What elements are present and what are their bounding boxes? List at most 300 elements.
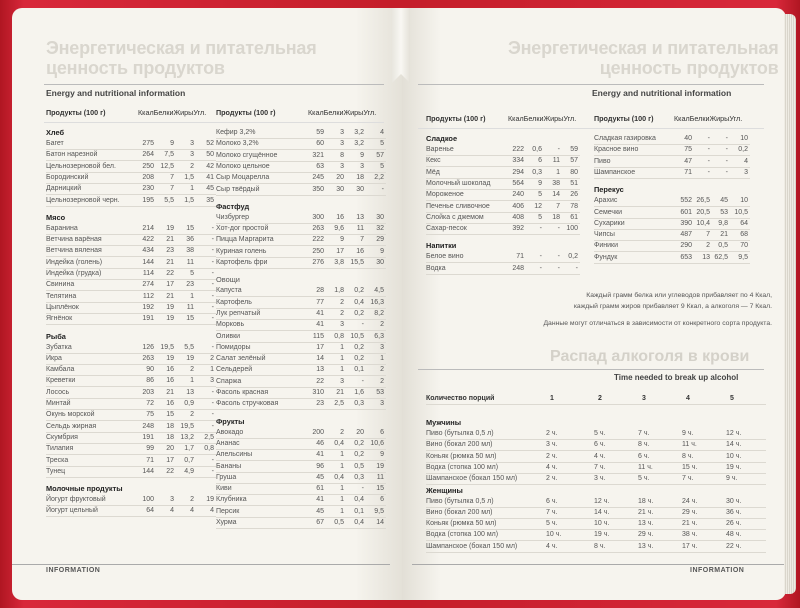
table-row — [216, 439, 386, 450]
table-row — [46, 246, 216, 257]
table-row — [426, 542, 766, 553]
nutrient-value: 2 — [380, 366, 384, 374]
nutrient-value: 2,2 — [374, 174, 384, 182]
table-row — [216, 298, 386, 309]
hours-value: 12 ч. — [594, 497, 610, 505]
table-row — [216, 354, 386, 365]
product-name: Икра — [46, 354, 62, 362]
nutrient-value: 100 — [566, 225, 578, 233]
hours-value: 2 ч. — [546, 452, 558, 460]
product-name: Сахар-песок — [426, 225, 467, 233]
category-heading: Хлеб — [46, 128, 65, 137]
hours-value: 9 ч. — [726, 475, 738, 483]
nutrient-value: 9,5 — [374, 507, 384, 515]
nutrient-value: 250 — [142, 162, 154, 170]
nutrient-value: 1 — [190, 185, 194, 193]
table-row — [594, 253, 750, 264]
nutrient-value: 17 — [316, 343, 324, 351]
nutrient-value: 71 — [146, 456, 154, 464]
table-row — [46, 173, 216, 184]
nutrient-value: 275 — [142, 140, 154, 147]
product-name: Печенье сливочное — [426, 202, 490, 210]
nutrient-value: 77 — [316, 298, 324, 306]
nutrient-value: 16 — [356, 247, 364, 255]
nutrient-value: 3,2 — [354, 129, 364, 136]
table-row — [426, 264, 580, 275]
product-name: Сельдерей — [216, 366, 253, 374]
product-name: Картофель — [216, 298, 252, 306]
hours-value: 8 ч. — [638, 441, 650, 449]
nutrient-value: 15 — [186, 315, 194, 323]
product-name: Лосось — [46, 388, 70, 396]
nutrient-value: 7 — [706, 231, 710, 239]
table-row — [426, 213, 580, 224]
nutrient-value: 17 — [166, 281, 174, 289]
nutrient-value: 1 — [340, 451, 344, 459]
page-title — [508, 38, 779, 78]
product-name: Сельдь жирная — [46, 422, 97, 430]
nutrient-value: 114 — [142, 270, 154, 277]
table-row — [46, 410, 216, 421]
nutrient-value: 16,3 — [370, 298, 384, 306]
right-page — [402, 8, 786, 600]
hours-value: 21 ч. — [682, 520, 698, 528]
nutrient-value: 5 — [380, 140, 384, 148]
table-row — [46, 139, 216, 150]
product-name: Камбала — [46, 366, 75, 374]
hours-value: 12 ч. — [726, 430, 742, 437]
nutrient-value: 38 — [552, 179, 560, 187]
nutrient-value: 41 — [316, 321, 324, 329]
nutrient-value: 3 — [210, 377, 214, 385]
table-row — [426, 474, 766, 485]
table-row — [216, 343, 386, 354]
nutrient-value: 3 — [340, 162, 344, 170]
nutrient-value: 19 — [166, 354, 174, 362]
nutrient-value: 2 — [190, 366, 194, 374]
drink-name: Водка (стопка 100 мл) — [426, 531, 499, 539]
table-row — [46, 456, 216, 467]
table-row — [216, 139, 386, 150]
product-name: Дарницкий — [46, 185, 82, 193]
nutrient-value: 0,4 — [354, 298, 364, 306]
table-row — [216, 484, 386, 495]
hours-value: 9 ч. — [682, 430, 694, 437]
table-row — [426, 202, 580, 213]
nutrient-value: 2 — [340, 298, 344, 306]
nutrient-value: 2 — [190, 496, 194, 504]
product-name: Минтай — [46, 400, 71, 407]
note-text: Каждый грамм белка или углеводов прибавляет по 4 Ккал, — [586, 292, 772, 299]
nutrient-value: 653 — [680, 253, 692, 261]
table-row — [216, 286, 386, 297]
product-name: Батон нарезной — [46, 151, 98, 159]
nutrient-value: 18 — [356, 174, 364, 182]
product-name: Фундук — [594, 253, 618, 261]
product-name: Слойка с джемом — [426, 213, 484, 221]
nutrient-value: 263 — [142, 354, 154, 362]
nutrient-value: 350 — [312, 185, 324, 193]
nutrient-value: 564 — [512, 179, 524, 187]
nutrient-value: 26,5 — [696, 197, 710, 205]
nutrient-value: 63 — [316, 162, 324, 170]
nutrient-value: 0,3 — [354, 473, 364, 481]
table-row — [216, 473, 386, 484]
table-row — [46, 150, 216, 161]
nutrient-value: 21 — [166, 258, 174, 266]
nutrient-value: 0,3 — [354, 400, 364, 408]
divider — [418, 84, 764, 85]
table-row — [216, 428, 386, 439]
product-name: Водка — [426, 264, 446, 272]
column-header: Продукты (100 г) — [426, 114, 486, 123]
nutrient-value: 3 — [380, 343, 384, 351]
product-name: Скумбрия — [46, 433, 78, 441]
nutrient-value: 19 — [206, 496, 214, 504]
nutrient-value: 59 — [316, 129, 324, 136]
nutrient-value: 71 — [516, 253, 524, 261]
column-header: КкалБелкиЖирыУгл. — [308, 108, 377, 117]
column-header: 4 — [686, 395, 690, 402]
nutrient-value: 5,5 — [164, 196, 174, 204]
nutrient-value: - — [539, 264, 542, 272]
hours-value: 22 ч. — [726, 542, 742, 550]
hours-value: 13 ч. — [638, 520, 654, 528]
drink-name: Шампанское (бокал 150 мл) — [426, 542, 518, 550]
nutrient-value: 1,5 — [184, 173, 194, 181]
nutrient-value: 19 — [166, 224, 174, 232]
nutrient-value: 23 — [316, 400, 324, 408]
nutrient-value: 42 — [206, 162, 214, 170]
table-row — [216, 495, 386, 506]
product-name: Красное вино — [594, 146, 639, 154]
nutrient-value: 21 — [336, 389, 344, 396]
nutrient-value: 0,4 — [354, 496, 364, 504]
nutrient-value: 10,6 — [370, 439, 384, 447]
hours-value: 26 ч. — [726, 520, 742, 528]
nutrient-value: 1 — [340, 485, 344, 493]
nutrient-value: 45 — [316, 473, 324, 481]
nutrient-value: 36 — [186, 236, 194, 244]
nutrient-value: 0,2 — [354, 451, 364, 459]
nutrient-value: 7 — [170, 173, 174, 181]
product-name: Мороженое — [426, 191, 464, 199]
nutrient-value: 1 — [340, 462, 344, 470]
hours-value: 4 ч. — [546, 463, 558, 471]
nutrient-value: 3,2 — [354, 140, 364, 148]
table-row — [216, 151, 386, 162]
nutrient-value: 18 — [552, 213, 560, 221]
nutrient-value: - — [707, 157, 710, 165]
table-row — [216, 224, 386, 235]
nutrient-value: 13 — [702, 253, 710, 261]
nutrient-value: 1,5 — [184, 196, 194, 204]
table-row — [216, 309, 386, 320]
nutrient-value: 191 — [142, 433, 154, 441]
product-name: Индейка (голень) — [46, 258, 103, 266]
hours-value: 15 ч. — [682, 463, 698, 471]
nutrient-value: 1,6 — [354, 389, 364, 396]
nutrient-value: 30 — [336, 185, 344, 193]
nutrient-value: 2 — [340, 309, 344, 317]
nutrient-value: 2 — [190, 162, 194, 170]
product-name: Цыплёнок — [46, 303, 79, 311]
table-row — [46, 314, 216, 325]
note-text: Данные могут отличаться в зависимости от конкретного сорта продукта. — [543, 320, 772, 327]
column-header: Продукты (100 г) — [46, 108, 106, 117]
product-name: Индейка (грудка) — [46, 270, 102, 277]
hours-value: 17 ч. — [682, 542, 698, 550]
hours-value: 19 ч. — [726, 463, 742, 471]
product-name: Груша — [216, 473, 237, 481]
nutrient-value: 601 — [680, 208, 692, 216]
hours-value: 8 ч. — [594, 542, 606, 550]
nutrient-value: 21 — [166, 388, 174, 396]
nutrient-value: 51 — [570, 179, 578, 187]
nutrient-value: 2,5 — [204, 433, 214, 441]
table-row — [46, 292, 216, 303]
nutrient-value: 38 — [186, 247, 194, 255]
nutrient-value: 4,9 — [184, 467, 194, 475]
nutrient-value: 15 — [166, 411, 174, 419]
nutrient-value: 13,2 — [180, 433, 194, 441]
nutrient-value: - — [211, 224, 214, 232]
hours-value: 48 ч. — [726, 531, 742, 539]
hours-value: 2 ч. — [546, 430, 558, 437]
hours-value: 10 ч. — [546, 531, 562, 539]
nutrient-value: 19 — [186, 354, 194, 362]
nutrient-value: 248 — [512, 264, 524, 272]
nutrient-value: - — [557, 264, 560, 272]
group-heading: Мужчины — [426, 418, 462, 427]
nutrient-value: 8,2 — [374, 309, 384, 317]
nutrient-value: 552 — [680, 197, 692, 205]
nutrient-value: 47 — [684, 157, 692, 165]
nutrient-value: 3 — [360, 162, 364, 170]
nutrient-value: 23 — [186, 281, 194, 289]
table-row — [46, 365, 216, 376]
nutrient-value: 19,5 — [180, 422, 194, 430]
nutrient-value: 245 — [312, 174, 324, 182]
nutrient-value: - — [211, 400, 214, 407]
nutrient-value: 0,4 — [334, 439, 344, 447]
nutrient-value: 29 — [376, 236, 384, 244]
nutrient-value: 390 — [680, 219, 692, 227]
nutrient-value: - — [211, 236, 214, 244]
nutrient-value: 1 — [340, 355, 344, 363]
nutrient-value: 222 — [512, 146, 524, 153]
nutrient-value: - — [211, 258, 214, 266]
nutrient-value: 0,3 — [532, 168, 542, 176]
product-name: Фасоль стручковая — [216, 400, 279, 408]
column-header: Продукты (100 г) — [594, 114, 654, 123]
drink-name: Пиво (бутылка 0,5 л) — [426, 430, 494, 437]
nutrient-value: 230 — [142, 185, 154, 193]
column-header: 2 — [598, 395, 602, 402]
nutrient-value: 28 — [316, 287, 324, 295]
nutrient-value: 5 — [190, 270, 194, 277]
product-name: Телятина — [46, 292, 77, 300]
nutrient-value: 4 — [190, 507, 194, 515]
nutrient-value: 86 — [146, 377, 154, 385]
nutrient-value: 1 — [340, 366, 344, 374]
table-row — [216, 388, 386, 399]
nutrient-value: 2 — [380, 377, 384, 385]
table-row — [426, 145, 580, 156]
nutrient-value: 1 — [380, 355, 384, 363]
nutrient-value: 21 — [166, 236, 174, 244]
product-name: Багет — [46, 140, 64, 147]
product-name: Финики — [594, 242, 618, 250]
product-name: Бананы — [216, 462, 242, 470]
product-name: Киви — [216, 485, 232, 493]
nutrient-value: 1 — [190, 377, 194, 385]
product-name: Окунь морской — [46, 411, 95, 419]
product-name: Апельсины — [216, 451, 253, 459]
table-row — [46, 196, 216, 207]
nutrient-value: 0,5 — [718, 242, 728, 250]
hours-value: 2 ч. — [546, 475, 558, 483]
nutrient-value: 75 — [684, 146, 692, 154]
nutrient-value: 274 — [142, 281, 154, 289]
table-header — [594, 114, 743, 123]
hours-value: 6 ч. — [594, 441, 606, 449]
group-heading: Женщины — [426, 485, 463, 495]
hours-value: 6 ч. — [638, 452, 650, 460]
column-header: 3 — [642, 395, 646, 402]
nutrient-value: 20 — [356, 428, 364, 436]
alcohol-subtitle: Time needed to break up alcohol — [614, 373, 739, 382]
nutrient-value: 144 — [142, 467, 154, 475]
nutrient-value: 30 — [376, 259, 384, 266]
nutrient-value: 3 — [340, 321, 344, 329]
nutrient-value: - — [211, 456, 214, 464]
nutrient-value: 9 — [360, 151, 364, 159]
nutrient-value: 2 — [340, 428, 344, 436]
table-row — [216, 128, 386, 139]
nutrient-value: - — [707, 135, 710, 142]
table-row — [216, 213, 386, 224]
category-heading: Фрукты — [216, 416, 245, 426]
nutrient-value: 0,8 — [204, 445, 214, 453]
nutrient-value: 53 — [720, 208, 728, 216]
product-name: Сыр Моцарелла — [216, 174, 270, 182]
table-header — [216, 108, 377, 117]
table-row — [216, 247, 386, 258]
table-row — [46, 343, 216, 354]
nutrient-value: 6 — [380, 428, 384, 436]
nutrient-value: 214 — [142, 224, 154, 232]
nutrient-value: 32 — [376, 225, 384, 233]
product-name: Креветки — [46, 377, 76, 385]
table-row — [46, 269, 216, 280]
nutrient-value: 1 — [340, 343, 344, 351]
nutrient-value: 61 — [316, 485, 324, 493]
drink-name: Шампанское (бокал 150 мл) — [426, 475, 518, 483]
nutrient-value: - — [725, 135, 728, 142]
nutrient-value: 0,5 — [334, 519, 344, 526]
nutrient-value: 11 — [552, 157, 560, 165]
nutrient-value: - — [575, 264, 578, 272]
product-name: Пиво — [594, 157, 611, 165]
nutrient-value: - — [211, 315, 214, 323]
table-row — [594, 230, 750, 241]
nutrient-value: 0,2 — [568, 253, 578, 261]
nutrient-value: - — [707, 146, 710, 154]
product-name: Ветчина варёная — [46, 236, 102, 244]
table-row — [426, 497, 766, 508]
product-name: Капуста — [216, 287, 242, 295]
product-name: Молоко 3,2% — [216, 140, 259, 148]
bookmark-ribbon — [392, 8, 410, 83]
table-row — [216, 185, 386, 196]
table-row — [594, 208, 750, 219]
product-name: Сладкая газировка — [594, 135, 656, 142]
nutrient-value: 64 — [740, 219, 748, 227]
hours-value: 38 ч. — [682, 531, 698, 539]
product-name: Спаржа — [216, 377, 242, 385]
nutrient-value: 3,8 — [334, 259, 344, 266]
product-name: Чипсы — [594, 231, 615, 239]
nutrient-value: 264 — [142, 151, 154, 159]
category-heading: Сладкое — [426, 134, 458, 143]
nutrient-value: 115 — [312, 332, 324, 340]
category-heading: Мясо — [46, 212, 66, 222]
nutrient-value: 6 — [380, 496, 384, 504]
nutrient-value: 5,5 — [184, 343, 194, 351]
nutrient-value: 300 — [312, 213, 324, 221]
nutrient-value: 4 — [170, 507, 174, 515]
nutrient-value: 0,2 — [354, 439, 364, 447]
product-name: Авокадо — [216, 428, 244, 436]
table-row — [426, 429, 766, 440]
nutrient-value: 310 — [312, 389, 324, 396]
nutrient-value: 14 — [376, 519, 384, 526]
title-line: ценность продуктов — [599, 58, 779, 78]
nutrient-value: 10 — [740, 135, 748, 142]
nutrient-value: 61 — [570, 213, 578, 221]
product-name: Оливки — [216, 332, 241, 340]
title-line: Энергетическая и питательная — [508, 38, 779, 58]
table-header — [46, 108, 207, 117]
footer-rule — [12, 564, 390, 565]
nutrient-value: - — [539, 225, 542, 233]
table-row — [594, 168, 750, 179]
drink-name: Водка (стопка 100 мл) — [426, 463, 499, 471]
nutrient-value: 18 — [166, 422, 174, 430]
nutrient-value: 22 — [166, 270, 174, 277]
product-name: Молочный шоколад — [426, 179, 491, 187]
nutrient-value: 3 — [170, 496, 174, 504]
table-row — [426, 252, 580, 263]
nutrient-value: 14 — [552, 191, 560, 199]
category-heading: Фастфуд — [216, 201, 250, 211]
column-header: Продукты (100 г) — [216, 108, 276, 117]
nutrient-value: 3 — [744, 168, 748, 176]
table-row — [216, 320, 386, 331]
nutrient-value: 11 — [186, 258, 194, 266]
nutrient-value: - — [211, 422, 214, 430]
nutrient-value: 222 — [312, 236, 324, 244]
nutrient-value: 68 — [740, 231, 748, 239]
table-row — [216, 258, 386, 269]
product-name: Йогурт цельный — [46, 507, 98, 515]
nutrient-value: 126 — [142, 343, 154, 351]
nutrient-value: 20,5 — [696, 208, 710, 216]
nutrient-value: 408 — [512, 213, 524, 221]
product-name: Молоко сгущённое — [216, 151, 278, 159]
category-heading: Напитки — [426, 241, 457, 251]
